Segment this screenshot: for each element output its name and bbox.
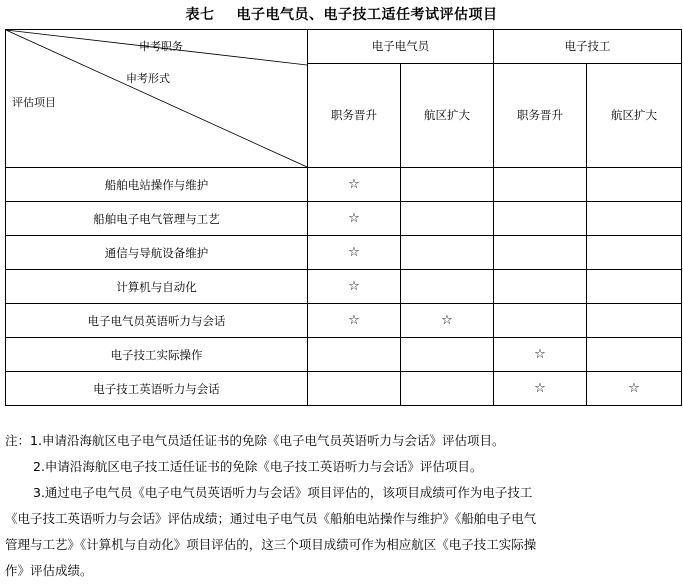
mark-cell: [401, 338, 494, 372]
mark-cell: [401, 202, 494, 236]
mark-cell: [494, 304, 587, 338]
table-row: [6, 168, 682, 202]
subcolumn-header: 航区扩大: [587, 63, 682, 167]
mark-cell: [494, 270, 587, 304]
note-item: 1.申请沿海航区电子电气员适任证书的免除《电子电气员英语听力与会话》评估项目。: [30, 433, 505, 448]
mark-cell: ☆: [308, 168, 401, 202]
mark-cell: ☆: [308, 202, 401, 236]
mark-cell: [587, 236, 682, 270]
notes-section: [5, 428, 681, 584]
mark-cell: [494, 202, 587, 236]
item-cell: 电子技工英语听力与会话: [6, 372, 308, 406]
note-continuation: 管理与工艺》《计算机与自动化》项目评估的，这三个项目成绩可作为相应航区《电子技工实际操: [5, 537, 537, 552]
mark-cell: [308, 338, 401, 372]
mark-cell: ☆: [494, 372, 587, 406]
mark-cell: [587, 168, 682, 202]
table-row: [6, 338, 682, 372]
mark-cell: [494, 236, 587, 270]
subcolumn-header: 职务晋升: [494, 63, 587, 167]
group-header-electro-technical-rating: 电子技工: [494, 30, 682, 64]
note-line: [5, 428, 681, 454]
group-header-electrical-officer: 电子电气员: [308, 30, 494, 64]
item-cell: 船舶电站操作与维护: [6, 168, 308, 202]
mark-cell: [587, 338, 682, 372]
mark-cell: [587, 202, 682, 236]
table-row: [6, 202, 682, 236]
note-item: 3.通过电子电气员《电子电气员英语听力与会话》项目评估的，该项目成绩可作为电子技工: [33, 485, 533, 500]
position-label: 申考职务: [139, 40, 183, 53]
note-continuation: 《电子技工英语听力与会话》评估成绩；通过电子电气员《船舶电站操作与维护》《船舶电子电气: [5, 511, 537, 526]
mark-cell: [587, 304, 682, 338]
table-row: [6, 372, 682, 406]
table-row: [6, 270, 682, 304]
item-cell: 船舶电子电气管理与工艺: [6, 202, 308, 236]
item-cell: 电子技工实际操作: [6, 338, 308, 372]
corner-header-cell: [6, 30, 308, 168]
mark-cell: [401, 372, 494, 406]
item-cell: 电子电气员英语听力与会话: [6, 304, 308, 338]
subcolumn-header: 航区扩大: [401, 63, 494, 167]
header-row-groups: [6, 30, 682, 64]
table-title: [0, 4, 683, 24]
mark-cell: [401, 236, 494, 270]
table-row: [6, 304, 682, 338]
mark-cell: [401, 270, 494, 304]
mark-cell: [587, 270, 682, 304]
form-label: 申考形式: [126, 72, 170, 85]
mark-cell: ☆: [308, 304, 401, 338]
notes-prefix: 注：: [5, 433, 31, 448]
item-cell: 计算机与自动化: [6, 270, 308, 304]
item-label: 评估项目: [12, 96, 56, 109]
note-continuation: 作》评估成绩。: [5, 563, 93, 578]
assessment-table: [5, 29, 682, 406]
mark-cell: [308, 372, 401, 406]
note-item: 2.申请沿海航区电子技工适任证书的免除《电子技工英语听力与会话》评估项目。: [33, 459, 483, 474]
mark-cell: ☆: [401, 304, 494, 338]
table-number: 表七: [185, 7, 215, 23]
mark-cell: ☆: [308, 270, 401, 304]
mark-cell: ☆: [494, 338, 587, 372]
mark-cell: ☆: [587, 372, 682, 406]
table-row: [6, 236, 682, 270]
subcolumn-header: 职务晋升: [308, 63, 401, 167]
table-title-text: 电子电气员、电子技工适任考试评估项目: [236, 7, 498, 23]
mark-cell: [494, 168, 587, 202]
mark-cell: ☆: [308, 236, 401, 270]
item-cell: 通信与导航设备维护: [6, 236, 308, 270]
mark-cell: [401, 168, 494, 202]
